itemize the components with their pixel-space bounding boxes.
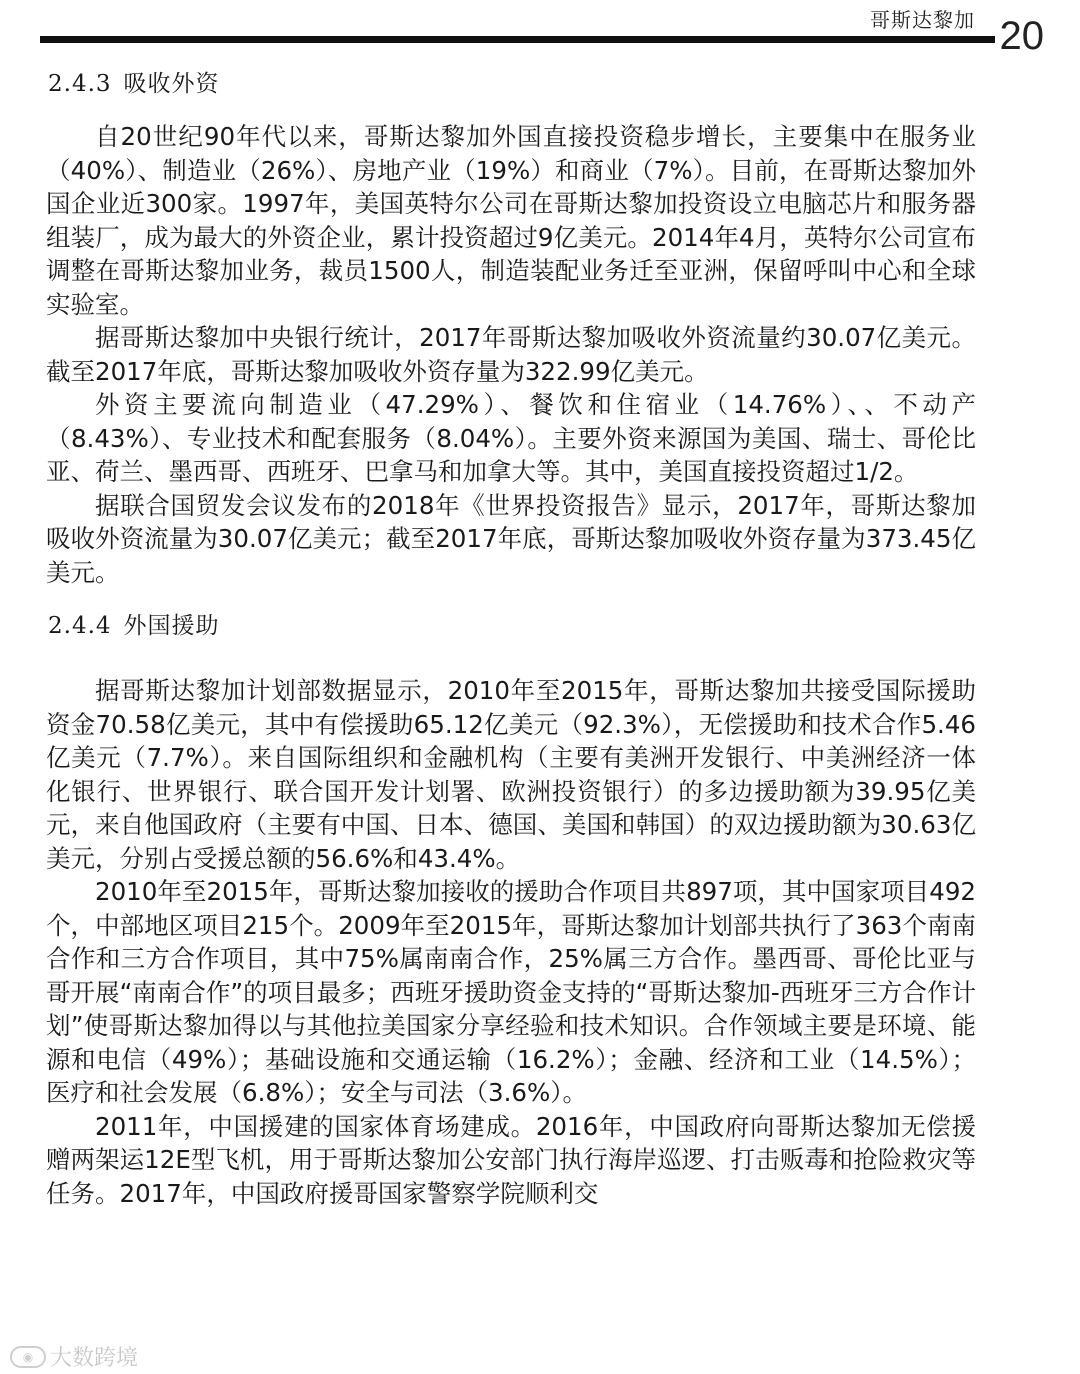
page-content	[46, 65, 976, 1210]
running-header-title: 哥斯达黎加	[870, 8, 975, 32]
section-title: 吸收外资	[123, 71, 220, 97]
paragraph: 2011年，中国援建的国家体育场建成。2016年，中国政府向哥斯达黎加无偿援赠两架运12E型飞机，用于哥斯达黎加公安部门执行海岸巡逻、打击贩毒和抢险救灾等任务。2017年，中国政府援哥国家警察学院顺利交	[46, 1111, 976, 1208]
page-number: 20	[999, 14, 1044, 58]
watermark	[10, 1341, 138, 1372]
paragraph: 据哥斯达黎加计划部数据显示，2010年至2015年，哥斯达黎加共接受国际援助资金70.58亿美元，其中有偿援助65.12亿美元（92.3%），无偿援助和技术合作5.46亿美元（7.7%）。来自国际组织和金融机构（主要有美洲开发银行、中美洲经济一体化银行、世界银行、联合国开发计划署、欧洲投资银行）的多边援助额为39.95亿美元，来自他国政府（主要有中国、日本、德国、美国和韩国）的双边援助额为30.63亿美元，分别占受援总额的56.6%和43.4%。	[46, 676, 976, 873]
paragraph: 据哥斯达黎加中央银行统计，2017年哥斯达黎加吸收外资流量约30.07亿美元。截至2017年底，哥斯达黎加吸收外资存量为322.99亿美元。	[46, 323, 976, 386]
weibo-logo-icon: ◉	[10, 1346, 46, 1368]
paragraph: 外资主要流向制造业（47.29%）、餐饮和住宿业（14.76%）、、不动产（8.43%）、专业技术和配套服务（8.04%）。主要外资来源国为美国、瑞士、哥伦比亚、荷兰、墨西哥、西班牙、巴拿马和加拿大等。其中，美国直接投资超过1/2。	[46, 390, 976, 486]
paragraph: 2010年至2015年，哥斯达黎加接收的援助合作项目共897项，其中国家项目492个，中部地区项目215个。2009年至2015年，哥斯达黎加计划部共执行了363个南南合作和三方合作项目，其中75%属南南合作，25%属三方合作。墨西哥、哥伦比亚与哥开展“南南合作”的项目最多；西班牙援助资金支持的“哥斯达黎加-西班牙三方合作计划”使哥斯达黎加得以与其他拉美国家分享经验和技术知识。合作领域主要是环境、能源和电信（49%）；基础设施和交通运输（16.2%）；金融、经济和工业（14.5%）；医疗和社会发展（6.8%）；安全与司法（3.6%）。	[46, 877, 976, 1107]
section-heading-foreign-aid	[46, 607, 976, 640]
section-heading-foreign-investment	[46, 65, 976, 98]
section-title: 外国援助	[123, 613, 220, 639]
header-rule	[40, 36, 995, 43]
section-number: 2.4.3	[48, 71, 112, 97]
paragraph: 自20世纪90年代以来，哥斯达黎加外国直接投资稳步增长，主要集中在服务业（40%）、制造业（26%）、房地产业（19%）和商业（7%）。目前，在哥斯达黎加外国企业近300家。1997年，美国英特尔公司在哥斯达黎加投资设立电脑芯片和服务器组装厂，成为最大的外资企业，累计投资超过9亿美元。2014年4月，英特尔公司宣布调整在哥斯达黎加业务，裁员1500人，制造装配业务迁至亚洲，保留呼叫中心和全球实验室。	[46, 122, 976, 319]
section-number: 2.4.4	[48, 613, 112, 639]
paragraph: 据联合国贸发会议发布的2018年《世界投资报告》显示，2017年，哥斯达黎加吸收外资流量为30.07亿美元；截至2017年底，哥斯达黎加吸收外资存量为373.45亿美元。	[46, 490, 976, 587]
watermark-text: 大数跨境	[50, 1346, 139, 1371]
